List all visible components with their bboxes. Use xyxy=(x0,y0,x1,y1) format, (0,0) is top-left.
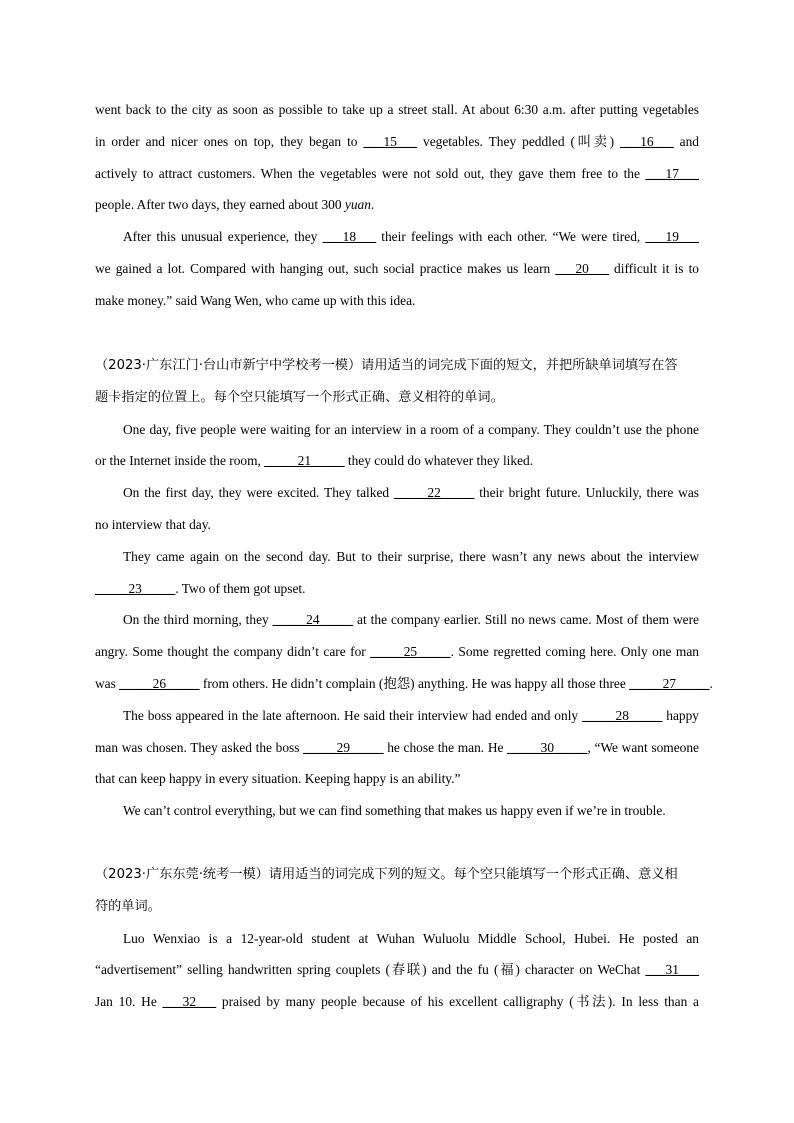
text-line: man was chosen. They asked the boss _____29_____ he chose the man. He _____30_____, “We want someone xyxy=(95,739,699,755)
passage-3 xyxy=(95,859,699,1018)
passage-1-continuation xyxy=(95,94,699,317)
blank-15[interactable]: ___15___ xyxy=(363,133,418,149)
text-line: make money.” said Wang Wen, who came up with this idea. xyxy=(95,292,416,308)
section-instruction: （2023·广东江门·台山市新宁中学校考一模）请用适当的词完成下面的短文，并把所缺单词填写在答 xyxy=(95,358,678,373)
text-line: in order and nicer ones on top, they began to ___15___ vegetables. They peddled (叫卖) ___16___ and xyxy=(95,133,699,149)
blank-24[interactable]: _____24_____ xyxy=(272,612,354,628)
text-line: On the third morning, they _____24_____ at the company earlier. Still no news came. Most of them were xyxy=(123,612,699,628)
passage-2 xyxy=(95,350,713,827)
text-line: Jan 10. He ___32___ praised by many people because of his excellent calligraphy (书法). In less than a xyxy=(95,994,699,1010)
text-line: We can’t control everything, but we can find something that makes us happy even if we’re in trouble. xyxy=(123,803,666,819)
blank-17[interactable]: ___17___ xyxy=(645,165,699,181)
blank-23[interactable]: _____23_____ xyxy=(95,580,176,596)
blank-20[interactable]: ___20___ xyxy=(555,260,609,276)
blank-19[interactable]: ___19___ xyxy=(645,229,699,245)
blank-28[interactable]: _____28_____ xyxy=(582,707,663,723)
text-line: we gained a lot. Compared with hanging out, such social practice makes us learn ___20___ difficult it is to xyxy=(95,260,700,276)
text-line: “advertisement” selling handwritten spring couplets (春联) and the fu (福) character on WeChat ___31___ xyxy=(95,962,699,978)
text-line: _____23_____. Two of them got upset. xyxy=(95,580,306,596)
text-line: went back to the city as soon as possible to take up a street stall. At about 6:30 a.m. after putting vegetables xyxy=(95,102,699,117)
text-line: no interview that day. xyxy=(95,516,211,532)
text-line: or the Internet inside the room, _____21_____ they could do whatever they liked. xyxy=(95,453,534,469)
text-line: They came again on the second day. But to their surprise, there wasn’t any news about the interview xyxy=(123,548,699,564)
blank-31[interactable]: ___31___ xyxy=(645,962,699,978)
text-line: angry. Some thought the company didn’t care for _____25_____. Some regretted coming here. Only one man xyxy=(95,644,699,660)
blank-26[interactable]: _____26_____ xyxy=(119,675,200,691)
section-instruction: （2023·广东东莞·统考一模）请用适当的词完成下列的短文。每个空只能填写一个形式正确、意义相 xyxy=(95,867,678,882)
text-line: One day, five people were waiting for an interview in a room of a company. They couldn’t use the phone xyxy=(123,421,699,437)
blank-27[interactable]: _____27_____ xyxy=(629,675,710,691)
text-line: actively to attract customers. When the vegetables were not sold out, they gave them free to the ___17___ xyxy=(95,165,699,181)
text-line: people. After two days, they earned about 300 yuan. xyxy=(95,197,375,213)
blank-21[interactable]: _____21_____ xyxy=(264,453,345,469)
blank-32[interactable]: ___32___ xyxy=(162,994,217,1010)
section-instruction: 符的单词。 xyxy=(95,898,161,914)
text-line: The boss appeared in the late afternoon. He said their interview had ended and only _____28_____ happy xyxy=(123,707,699,723)
blank-25[interactable]: _____25_____ xyxy=(370,644,451,660)
blank-16[interactable]: ___16___ xyxy=(620,133,674,149)
blank-30[interactable]: _____30_____ xyxy=(507,739,588,755)
text-line: was _____26_____ from others. He didn’t complain (抱怨) anything. He was happy all those three _____27_____. xyxy=(95,675,713,691)
text-line: that can keep happy in every situation. Keeping happy is an ability.” xyxy=(95,771,461,787)
blank-18[interactable]: ___18___ xyxy=(322,229,377,245)
text-line: On the first day, they were excited. They talked _____22_____ their bright future. Unluckily, there was xyxy=(123,485,699,501)
blank-22[interactable]: _____22_____ xyxy=(393,485,475,501)
blank-29[interactable]: _____29_____ xyxy=(303,739,384,755)
section-instruction: 题卡指定的位置上。每个空只能填写一个形式正确、意义相符的单词。 xyxy=(95,389,504,405)
text-line: Luo Wenxiao is a 12-year-old student at Wuhan Wuluolu Middle School, Hubei. He posted an xyxy=(123,930,699,946)
text-line: After this unusual experience, they ___18___ their feelings with each other. “We were tired, ___19___ xyxy=(123,229,699,245)
